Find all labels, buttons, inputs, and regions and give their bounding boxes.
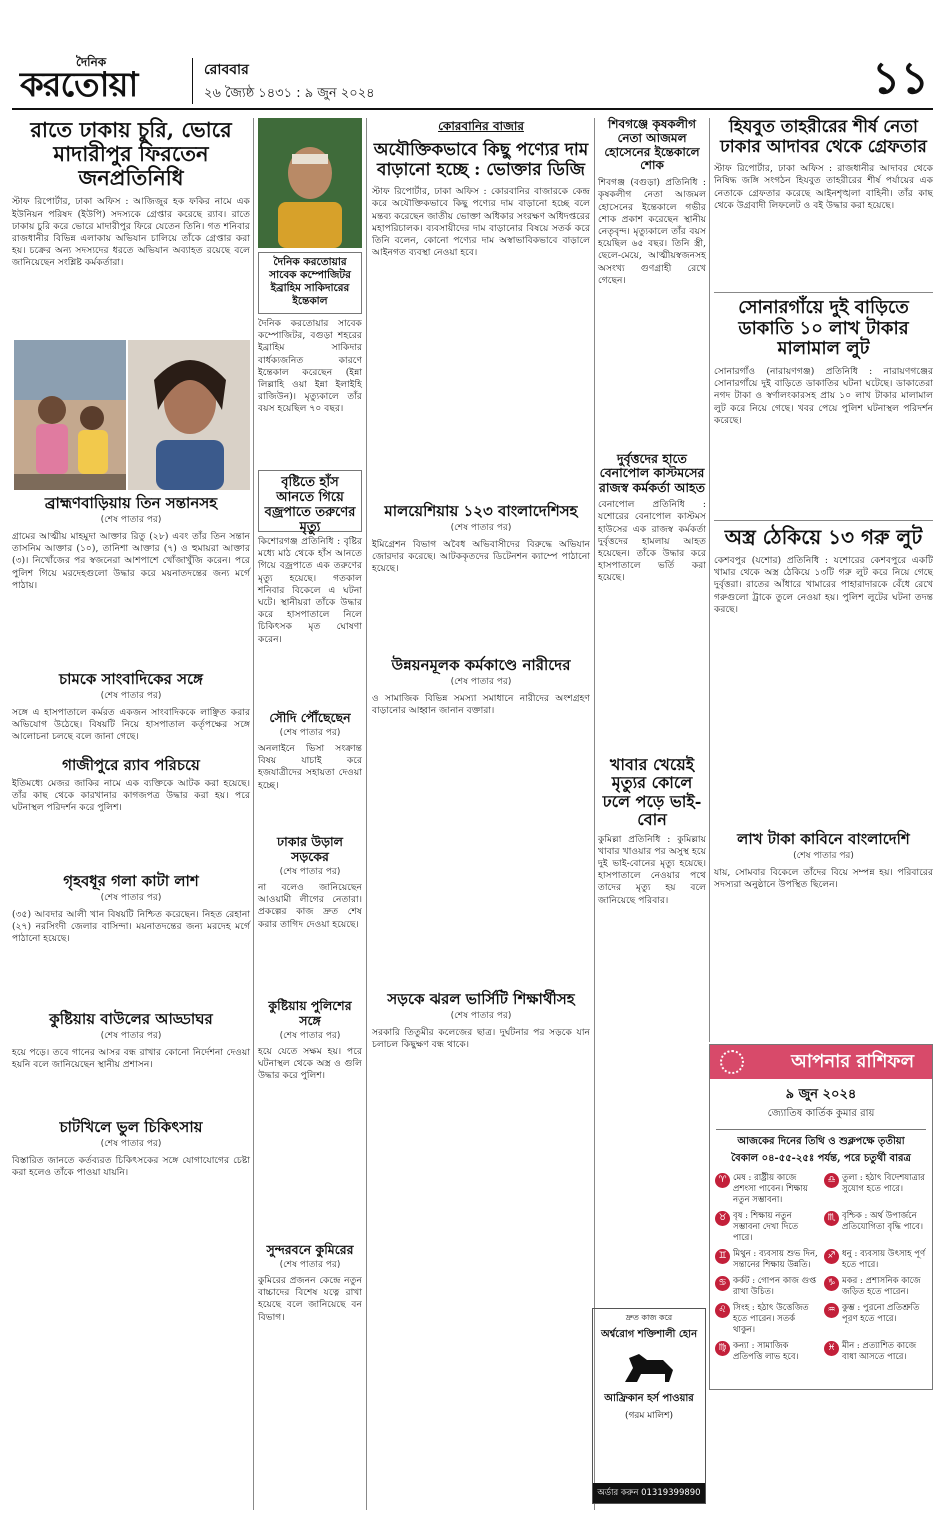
headline: সুন্দরবনে কুমিরের — [266, 1242, 354, 1257]
horoscope-sign — [824, 1341, 927, 1363]
headline: দৈনিক করতোয়ার সাবেক কম্পোজিটর ইব্রাহিম সাকিদারের ইন্তেকাল — [269, 256, 351, 307]
story-body: বেনাপোল প্রতিনিধি : যশোরের বেনাপোল কাস্টমস হাউসের এক রাজস্ব কর্মকর্তা দুর্বৃত্তদের হামলায় আহত হয়েছেন। তাঁকে উদ্ধার করে হাসপাতালে ভর্তি করা হয়েছে। — [598, 499, 706, 584]
continuation-note: (শেষ পাতার পর) — [100, 1031, 162, 1041]
story-lightning — [258, 536, 362, 706]
story-siblings — [598, 756, 706, 1304]
story-kushtia-police — [258, 998, 362, 1238]
column-rule — [594, 118, 595, 1510]
continuation-note: (শেষ পাতার পর) — [100, 893, 162, 903]
headline: চামকে সাংবাদিকের সঙ্গে — [59, 670, 203, 688]
story-body: হয়ে যেতে সক্ষম হয়। পরে ঘটনাস্থল থেকে অস্ত্র ও গুলি উদ্ধার করে পুলিশ। — [258, 1046, 362, 1082]
horoscope-sign-text: কন্যা : সামাজিক প্রতিপত্তি লাভ হবে। — [733, 1341, 799, 1362]
story-baul — [12, 1010, 250, 1114]
continuation-note: (শেষ পাতার পর) — [793, 851, 854, 861]
weekday: রোববার — [204, 62, 249, 78]
horoscope-sign-text: মকর : প্রশাসনিক কাজে জড়িত হতে পারেন। — [842, 1276, 921, 1297]
masthead-divider — [192, 58, 193, 104]
horse-icon — [619, 1348, 679, 1388]
horoscope-sign-text: তুলা : হঠাৎ বিদেশযাত্রার সুযোগ হতে পারে। — [842, 1173, 925, 1194]
story-road-accident — [372, 990, 590, 1510]
dateline: ২৬ জ্যৈষ্ঠ ১৪৩১ : ৯ জুন ২০২৪ — [204, 86, 375, 101]
continuation-note: (শেষ পাতার পর) — [450, 677, 512, 687]
photo-woman — [128, 340, 250, 490]
horoscope-box — [709, 1044, 933, 1390]
logo-big-text: করতোয়া — [20, 65, 138, 105]
story-sonargaon — [714, 298, 933, 516]
column-rule — [253, 118, 254, 1510]
headline: রাতে ঢাকায় চুরি, ভোরে মাদারীপুর ফিরতেন জনপ্রতিনিধি — [30, 117, 232, 191]
story-obituary — [258, 318, 362, 466]
story-housewife — [12, 872, 250, 1006]
horoscope-sign-text: ধনু : ব্যবসায় উৎসাহ পূর্ণ হতে পারে। — [842, 1249, 926, 1270]
story-body: কিশোরগঞ্জ প্রতিনিধি : বৃষ্টির মধ্যে মাঠ থেকে হাঁস আনতে গিয়ে বজ্রপাতে এক তরুণের মৃত্যু হয়েছে। গতকাল শনিবার বিকেলে এ ঘটনা ঘটে। স্থানীয়রা তাঁকে উদ্ধার করে হাসপাতালে নিলে চিকিৎসক মৃত ঘোষণা করেন। — [258, 536, 362, 645]
zodiac-icon: ♏ — [824, 1211, 839, 1226]
headline: সোনারগাঁয়ে দুই বাড়িতে ডাকাতি ১০ লাখ টাকার মালামাল লুট — [738, 297, 909, 360]
headline: সড়কে ঝরল ভার্সিটি শিক্ষার্থীসহ — [387, 990, 575, 1008]
zodiac-icon: ♑ — [824, 1276, 839, 1291]
continuation-note: (শেষ পাতার পর) — [279, 728, 341, 738]
continuation-note: (শেষ পাতার পর) — [100, 691, 162, 701]
horoscope-sign-text: সিংহ : হঠাৎ উত্তেজিত হতে পারেন। সতর্ক থাকুন। — [733, 1303, 809, 1335]
story-body: স্টাফ রিপোর্টার, ঢাকা অফিস : রাজধানীর আদাবর থেকে নিষিদ্ধ জঙ্গি সংগঠন হিযবুত তাহরীরের শীর্ষ পর্যায়ের এক নেতাকে গ্রেফতার করেছে আইনশৃঙ্খলা বাহিনী। তাঁর কাছ থেকে উগ্রবাদী লিফলেট ও বই উদ্ধার করা হয়েছে। — [714, 163, 933, 211]
story-body: সোনারগাঁও (নারায়ণগঞ্জ) প্রতিনিধি : নারায়ণগঞ্জের সোনারগাঁয়ে দুই বাড়িতে ডাকাতির ঘটনা ঘটেছে। ডাকাতেরা নগদ টাকা ও স্বর্ণালংকারসহ প্রায় ১০ লাখ টাকার মালামাল লুট করে নিয়ে গেছে। খবর পেয়ে পুলিশ ঘটনাস্থল পরিদর্শন করেছে। — [714, 366, 933, 426]
zodiac-icon: ♋ — [715, 1276, 730, 1291]
story-body: গ্রামের আত্মীয় মাহমুদা আক্তার রিতু (২৮) এবং তাঁর তিন সন্তান তাসনিম আক্তার (১০), তানিশা আক্তার (৭) ও হুমায়রা আক্তার (৩)। নিখোঁজের পর স্বজনেরা আশপাশে খোঁজাখুঁজি করেন। পরে পুলিশ গিয়ে মরদেহগুলো উদ্ধার করে ময়নাতদন্তের জন্য মর্গে পাঠায়। — [12, 531, 250, 591]
horoscope-sign — [715, 1341, 818, 1363]
story-shibganj — [598, 118, 706, 448]
column-rule — [366, 118, 367, 1510]
horoscope-sign — [715, 1211, 818, 1244]
headline: কুষ্টিয়ায় পুলিশের সঙ্গে — [268, 998, 352, 1028]
continuation-note: (শেষ পাতার পর) — [279, 1260, 341, 1270]
ad-product: আফ্রিকান হর্স পাওয়ার — [604, 1393, 694, 1404]
section-rule — [714, 520, 933, 521]
story-body: ইতিমধ্যে মেজর জাকির নামে এক ব্যক্তিকে আটক করা হয়েছে। তাঁর কাছ থেকে কারখানার কাগজপত্র উদ্ধার করা হয়। পরে ঘটনাস্থল পরিদর্শন করে পুলিশ। — [12, 778, 250, 814]
horoscope-sign-text: মীন : প্রত্যাশিত কাজে বাধা আসতে পারে। — [842, 1341, 917, 1362]
story-flyover — [258, 834, 362, 994]
headline: লাখ টাকা কাবিনে বাংলাদেশি — [737, 830, 910, 848]
headline: মালয়েশিয়ায় ১২৩ বাংলাদেশিসহ — [384, 502, 578, 520]
ad-subtitle: (গরম মালিশ) — [625, 1411, 673, 1421]
photo-obituary — [258, 118, 362, 248]
column-rule — [709, 118, 710, 1042]
horoscope-sign — [715, 1249, 818, 1271]
story-body: স্টাফ রিপোর্টার, ঢাকা অফিস : আজিজুর হক ফকির নামে এক ইউনিয়ন পরিষদ (ইউপি) সদস্যকে গ্রেপ্তার করেছে র‌্যাব। রাতে ঢাকায় চুরি করে ভোরে মাদারীপুর ফিরে যেতেন তিনি। গত শনিবার রাজধানীর বিভিন্ন এলাকায় অভিযান চালিয়ে তাঁকে গ্রেপ্তার করা হয়। চক্রের অন্য সদস্যদের ধরতে অভিযান অব্যাহত রয়েছে বলে জানিয়েছেন সংশ্লিষ্ট কর্মকর্তারা। — [12, 196, 250, 269]
headline: ব্রাহ্মণবাড়িয়ায় তিন সন্তানসহ — [44, 494, 218, 512]
photo-children — [14, 340, 126, 490]
story-body: ও সামাজিক বিভিন্ন সমস্যা সমাধানে নারীদের অংশগ্রহণ বাড়ানোর আহ্বান জানান বক্তারা। — [372, 693, 590, 717]
headline: শিবগঞ্জে কৃষকলীগ নেতা আজমল হোসেনের ইন্তেকালে শোক — [604, 117, 700, 173]
story-chatkhil — [12, 1118, 250, 1238]
headline: হিযবুত তাহরীরের শীর্ষ নেতা ঢাকার আদাবর থেকে গ্রেফতার — [720, 117, 927, 157]
story-body: শিবগঞ্জ (বগুড়া) প্রতিনিধি : কৃষকলীগ নেতা আজমল হোসেনের ইন্তেকালে গভীর শোক প্রকাশ করেছেন স্থানীয় নেতৃবৃন্দ। মৃত্যুকালে তাঁর বয়স হয়েছিল ৬৫ বছর। তিনি স্ত্রী, ছেলে-মেয়ে, আত্মীয়স্বজনসহ অসংখ্য গুণগ্রাহী রেখে গেছেন। — [598, 177, 706, 286]
horoscope-signs-grid — [710, 1173, 932, 1363]
story-benapole — [598, 452, 706, 752]
story-body: কেশবপুর (যশোর) প্রতিনিধি : যশোরের কেশবপুরে একটি খামার থেকে অস্ত্র ঠেকিয়ে ১৩টি গরু লুট করে নিয়ে গেছে দুর্বৃত্তরা। রাতের আঁধারে খামারের পাহারাদারকে বেঁধে রেখে গরুগুলো ট্রাকে তুলে নেওয়া হয়। পুলিশ লুটের ঘটনা তদন্ত করছে। — [714, 555, 933, 615]
headline: অস্ত্র ঠেকিয়ে ১৩ গরু লুট — [724, 525, 923, 549]
headline: অযৌক্তিকভাবে কিছু পণ্যের দাম বাড়ানো হচ্ছে : ভোক্তার ডিজি — [373, 140, 589, 180]
logo-small-text: দৈনিক — [76, 55, 107, 69]
zodiac-icon: ♐ — [824, 1249, 839, 1264]
story-body: কুমিরের প্রজনন কেন্দ্রে নতুন বাচ্চাদের বিশেষ যত্নে রাখা হয়েছে বলে জানিয়েছে বন বিভাগ। — [258, 1275, 362, 1323]
continuation-note: (শেষ পাতার পর) — [450, 523, 512, 533]
headline: ঢাকার উড়াল সড়কের — [277, 834, 343, 864]
horoscope-date: ৯ জুন ২০২৪ — [785, 1087, 857, 1102]
headline: খাবার খেয়েই মৃত্যুর কোলে ঢলে পড়ে ভাই-বোন — [602, 755, 702, 830]
story-body: (৩৫) আবদার আলী খান বিষয়টি নিশ্চিত করেছেন। নিহত রেহানা (২৭) নরসিংদী জেলার বাসিন্দা। ময়নাতদন্তের জন্য মরদেহ মর্গে পাঠানো হয়েছে। — [12, 909, 250, 945]
kicker: কোরবানির বাজার — [438, 119, 524, 133]
horoscope-time: বৈকাল ০৪-৫৫-২৫ঃ পর্যন্ত, পরে চতুর্থী বারত্র — [731, 1153, 911, 1164]
zodiac-icon: ♈ — [715, 1173, 730, 1188]
lightning-headline-box — [258, 470, 362, 535]
horoscope-astrologer: জ্যোতিষ কার্তিক কুমার রায় — [767, 1108, 875, 1119]
horoscope-sign — [824, 1303, 927, 1336]
story-malaysia — [372, 502, 590, 652]
story-body: অনলাইনে ভিসা সংক্রান্ত বিষয় যাচাই করে হজযাত্রীদের সহায়তা দেওয়া হচ্ছে। — [258, 743, 362, 791]
ad-phone: অর্ডার করুন 01319399890 — [593, 1483, 705, 1503]
headline: উন্নয়নমূলক কর্মকাণ্ডে নারীদের — [391, 656, 571, 674]
zodiac-icon: ♉ — [715, 1211, 730, 1226]
story-brahmanbaria — [12, 494, 250, 666]
horoscope-day-label: আজকের দিনের তিথি ও শুক্লপক্ষে তৃতীয়া — [716, 1129, 926, 1151]
story-women — [372, 656, 590, 986]
section-rule — [714, 292, 933, 293]
story-body: যায়, সোমবার বিকেলে তাঁদের বিয়ে সম্পন্ন হয়। পরিবারের সদস্যরা অনুষ্ঠানে উপস্থিত ছিলেন। — [714, 867, 933, 891]
zodiac-icon: ♍ — [715, 1341, 730, 1356]
headline: সৌদি পৌঁছেছেন — [269, 710, 351, 725]
story-body: হয়ে পড়ে। তবে গানের আসর বন্ধ রাখার কোনো নির্দেশনা দেওয়া হয়নি বলে জানিয়েছেন স্থানীয় প্রশাসন। — [12, 1047, 250, 1071]
story-body: সঙ্গে এ হাসপাতালে কর্মরত একজন সাংবাদিককে লাঞ্ছিত করার অভিযোগ উঠেছে। বিষয়টি নিয়ে হাসপাতাল কর্তৃপক্ষের সঙ্গে আলোচনা চলছে বলে জানা গেছে। — [12, 707, 250, 743]
story-body: দৈনিক করতোয়ার সাবেক কম্পোজিটর, বগুড়া শহরের ইব্রাহিম সাকিদার বার্ধক্যজনিত কারণে ইন্তেকাল করেছেন (ইন্না লিল্লাহি ওয়া ইন্না ইলাইহি রাজিউন)। মৃত্যুকালে তাঁর বয়স হয়েছিল ৭০ বছর। — [258, 318, 362, 415]
story-body: কুমিল্লা প্রতিনিধি : কুমিল্লায় খাবার খাওয়ার পর অসুস্থ হয়ে দুই ভাই-বোনের মৃত্যু হয়েছে। হাসপাতালে নেওয়ার পথে তাদের মৃত্যু হয় বলে জানিয়েছে পরিবার। — [598, 833, 706, 906]
story-madaripur — [12, 117, 250, 269]
zodiac-icon: ♎ — [824, 1173, 839, 1188]
story-crocodile — [258, 1242, 362, 1402]
story-cattle — [714, 526, 933, 826]
story-body: বিস্তারিত জানতে কর্তব্যরত চিকিৎসকের সঙ্গে যোগাযোগের চেষ্টা করা হলেও তাঁকে পাওয়া যায়নি। — [12, 1155, 250, 1179]
headline: দুর্বৃত্তদের হাতে বেনাপোল কাস্টমসের রাজস্ব কর্মকর্তা আহত — [599, 451, 705, 495]
horoscope-sign-text: বৃষ : শিক্ষায় নতুন সম্ভাবনা দেখা দিতে পারে। — [733, 1211, 799, 1243]
continuation-note: (শেষ পাতার পর) — [279, 1031, 341, 1041]
story-body: সরকারি তিতুমীর কলেজের ছাত্র। দুর্ঘটনার পর সড়কে যান চলাচল কিছুক্ষণ বন্ধ থাকে। — [372, 1027, 590, 1051]
continuation-note: (শেষ পাতার পর) — [100, 1139, 162, 1149]
horoscope-sign — [824, 1276, 927, 1298]
headline: বৃষ্টিতে হাঁস আনতে গিয়ে বজ্রপাতে তরুণের মৃত্যু — [264, 475, 356, 535]
horoscope-sign-text: কুম্ভ : পুরনো প্রতিশ্রুতি পূরণ হতে পারে। — [842, 1303, 920, 1324]
horoscope-sign — [824, 1173, 927, 1206]
continuation-note: (শেষ পাতার পর) — [450, 1011, 512, 1021]
horoscope-sign — [824, 1211, 927, 1244]
headline: কুষ্টিয়ায় বাউলের আড্ডাঘর — [49, 1010, 213, 1028]
story-prices — [372, 118, 590, 498]
masthead — [12, 52, 933, 110]
horoscope-sign-text: কর্কট : গোপন কাজ গুপ্ত রাখা উচিত। — [733, 1276, 817, 1297]
story-body: না বলেও জানিয়েছেন আওয়ামী লীগের নেতারা। প্রকল্পের কাজ দ্রুত শেষ করার তাগিদ দেওয়া হয়েছে। — [258, 882, 362, 930]
horoscope-title-text: আপনার রাশিফল — [791, 1051, 914, 1072]
ad-tagline: দ্রুত কাজ করে — [625, 1313, 673, 1322]
horoscope-sign — [715, 1276, 818, 1298]
page-number: ১১ — [871, 53, 929, 104]
horoscope-sign — [824, 1249, 927, 1271]
story-journalist — [12, 670, 250, 752]
zodiac-icon: ♒ — [824, 1303, 839, 1318]
continuation-note: (শেষ পাতার পর) — [279, 867, 341, 877]
story-saudi — [258, 710, 362, 830]
headline: গৃহবধূর গলা কাটা লাশ — [63, 872, 199, 890]
horoscope-sign — [715, 1303, 818, 1336]
story-kabin — [714, 830, 933, 1040]
obituary-headline-box — [258, 252, 362, 314]
horoscope-sign-text: বৃশ্চিক : অর্থ উপার্জনে প্রতিযোগিতা বৃদ্ধি পাবে। — [842, 1211, 923, 1232]
story-body: ইমিগ্রেশন বিভাগ অবৈধ অভিবাসীদের বিরুদ্ধে অভিযান জোরদার করেছে। আটককৃতদের ডিটেনশন ক্যাম্পে পাঠানো হয়েছে। — [372, 539, 590, 575]
story-hizbut — [714, 118, 933, 288]
headline: চাটখিলে ভুল চিকিৎসায় — [59, 1118, 203, 1136]
zodiac-icon: ♊ — [715, 1249, 730, 1264]
ad-headline: অর্শ্বরোগ শক্তিশালী হোন — [600, 1329, 698, 1340]
sun-icon — [720, 1050, 744, 1074]
horoscope-sign-text: মিথুন : ব্যবসায় শুভ দিন, সন্তানের শিক্ষায় উন্নতি। — [733, 1249, 818, 1270]
continuation-note: (শেষ পাতার পর) — [100, 515, 162, 525]
zodiac-icon: ♌ — [715, 1303, 730, 1318]
horoscope-sign — [715, 1173, 818, 1206]
zodiac-icon: ♓ — [824, 1341, 839, 1356]
newspaper-logo — [18, 52, 186, 106]
story-body: স্টাফ রিপোর্টার, ঢাকা অফিস : কোরবানির বাজারকে কেন্দ্র করে অযৌক্তিকভাবে কিছু পণ্যের দাম বাড়ানো হচ্ছে বলে মন্তব্য করেছেন জাতীয় ভোক্তা অধিকার সংরক্ষণ অধিদপ্তরের মহাপরিচালক। ব্যবসায়ীদের দাম বাড়ানোর বিষয়ে সতর্ক করে তিনি বলেন, কোনো পণ্যের দাম অস্বাভাবিকভাবে বাড়ালে আইনগত ব্যবস্থা নেওয়া হবে। — [372, 186, 590, 259]
headline: গাজীপুরে র‌্যাব পরিচয়ে — [62, 756, 200, 774]
horoscope-sign-text: মেষ : রাষ্ট্রীয় কাজে প্রশংসা পাবেন। শিক্ষায় নতুন সম্ভাবনা। — [733, 1173, 808, 1205]
horoscope-title — [710, 1045, 932, 1079]
story-gazipur — [12, 756, 250, 868]
advertisement — [592, 1308, 706, 1504]
